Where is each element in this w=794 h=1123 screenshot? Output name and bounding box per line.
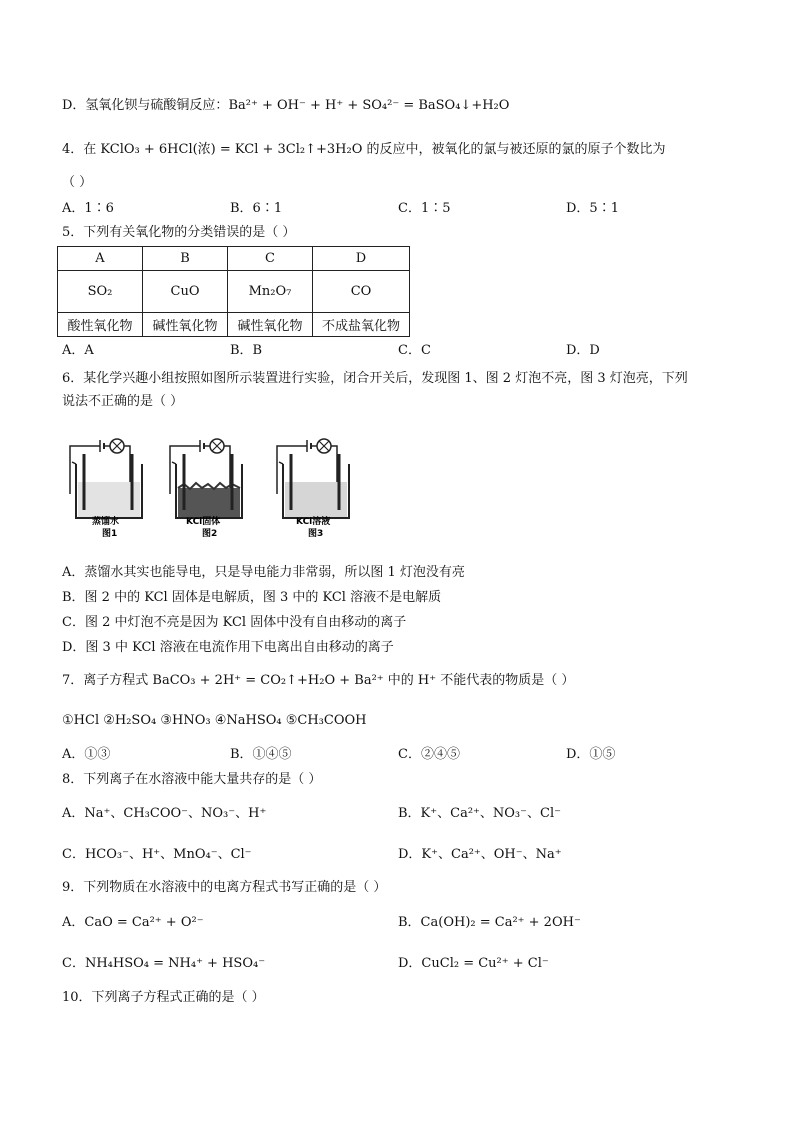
q6-option-c: C．图 2 中灯泡不亮是因为 KCl 固体中没有自由移动的离子: [62, 615, 407, 630]
q9-option-c: C．NH₄HSO₄ = NH₄⁺ + HSO₄⁻: [62, 956, 266, 971]
q5-option-c: C．C: [398, 343, 431, 358]
q4-stem: 4．在 KClO₃ + 6HCl(浓) = KCl + 3Cl₂↑+3H₂O 的反应中，被氧化的氯与被还原的氯的原子个数比为: [62, 142, 666, 157]
q6-stem-line1: 6．某化学兴趣小组按照如图所示装置进行实验，闭合开关后，发现图 1、图 2 灯泡不亮，图 3 灯泡亮，下列: [62, 371, 688, 386]
q6-option-d: D．图 3 中 KCl 溶液在电流作用下电离出自由移动的离子: [62, 640, 394, 655]
label-kcl-solid: KCl固体: [186, 517, 221, 527]
q9-option-d: D．CuCl₂ = Cu²⁺ + Cl⁻: [398, 956, 549, 971]
q3-option-d-equation: Ba²⁺ + OH⁻ + H⁺ + SO₄²⁻ = BaSO₄↓+H₂O: [228, 98, 510, 113]
table-type-b: 碱性氧化物: [143, 313, 228, 337]
q4-option-a: A．1∶6: [62, 201, 114, 216]
q8-option-a: A．Na⁺、CH₃COO⁻、NO₃⁻、H⁺: [62, 806, 267, 821]
q4-paren: （ ）: [62, 175, 93, 190]
oxide-classification-table: [57, 246, 410, 337]
table-formula-a: SO₂: [58, 271, 143, 313]
q5-option-d: D．D: [566, 343, 600, 358]
q7-option-a: A．①③: [62, 747, 111, 762]
q8-option-d: D．K⁺、Ca²⁺、OH⁻、Na⁺: [398, 847, 562, 862]
q9-stem: 9．下列物质在水溶液中的电离方程式书写正确的是（ ）: [62, 880, 387, 895]
q5-option-b: B．B: [230, 343, 263, 358]
label-kcl-solution: KCl溶液: [296, 517, 331, 527]
label-distilled-water: 蒸馏水: [92, 517, 120, 527]
table-formula-b: CuO: [143, 271, 228, 313]
table-header-b: B: [143, 247, 228, 271]
q10-stem: 10．下列离子方程式正确的是（ ）: [62, 990, 265, 1005]
q7-option-b: B．①④⑤: [230, 747, 292, 762]
table-type-a: 酸性氧化物: [58, 313, 143, 337]
q4-option-c: C．1∶5: [398, 201, 451, 216]
q6-option-a: A．蒸馏水其实也能导电，只是导电能力非常弱，所以图 1 灯泡没有亮: [62, 565, 465, 580]
figure-1-distilled-water: [70, 439, 142, 518]
table-header-a: A: [58, 247, 143, 271]
q5-option-a: A．A: [62, 343, 94, 358]
q4-option-b: B．6∶1: [230, 201, 283, 216]
beaker-circuit-diagrams: [62, 424, 362, 542]
table-type-d: 不成盐氧化物: [313, 313, 410, 337]
label-figure-2: 图2: [202, 529, 218, 539]
table-header-d: D: [313, 247, 410, 271]
q3-option-d: [62, 97, 509, 115]
figure-3-kcl-solution: [277, 439, 349, 518]
q5-stem: 5．下列有关氧化物的分类错误的是（ ）: [62, 225, 296, 240]
q7-option-d: D．①⑤: [566, 747, 616, 762]
figure-2-kcl-solid: [170, 439, 242, 518]
q4-option-d: D．5∶1: [566, 201, 619, 216]
q3-option-d-prefix: D．氢氧化钡与硫酸铜反应：: [62, 98, 229, 113]
q7-substances: ①HCl ②H₂SO₄ ③HNO₃ ④NaHSO₄ ⑤CH₃COOH: [62, 713, 367, 728]
q7-stem: 7．离子方程式 BaCO₃ + 2H⁺ = CO₂↑+H₂O + Ba²⁺ 中的 H⁺ 不能代表的物质是（ ）: [62, 673, 575, 688]
q9-option-b: B．Ca(OH)₂ = Ca²⁺ + 2OH⁻: [398, 915, 581, 930]
conductivity-experiment-figure: [62, 424, 362, 542]
table-formula-d: CO: [313, 271, 410, 313]
q6-option-b: B．图 2 中的 KCl 固体是电解质，图 3 中的 KCl 溶液不是电解质: [62, 590, 442, 605]
table-header-c: C: [228, 247, 313, 271]
table-formula-c: Mn₂O₇: [228, 271, 313, 313]
q7-option-c: C．②④⑤: [398, 747, 460, 762]
table-type-c: 碱性氧化物: [228, 313, 313, 337]
q8-stem: 8．下列离子在水溶液中能大量共存的是（ ）: [62, 772, 322, 787]
label-figure-1: 图1: [102, 529, 118, 539]
q6-stem-line2: 说法不正确的是（ ）: [62, 394, 184, 409]
q8-option-c: C．HCO₃⁻、H⁺、MnO₄⁻、Cl⁻: [62, 847, 252, 862]
q8-option-b: B．K⁺、Ca²⁺、NO₃⁻、Cl⁻: [398, 806, 561, 821]
q9-option-a: A．CaO = Ca²⁺ + O²⁻: [62, 915, 204, 930]
label-figure-3: 图3: [308, 529, 324, 539]
